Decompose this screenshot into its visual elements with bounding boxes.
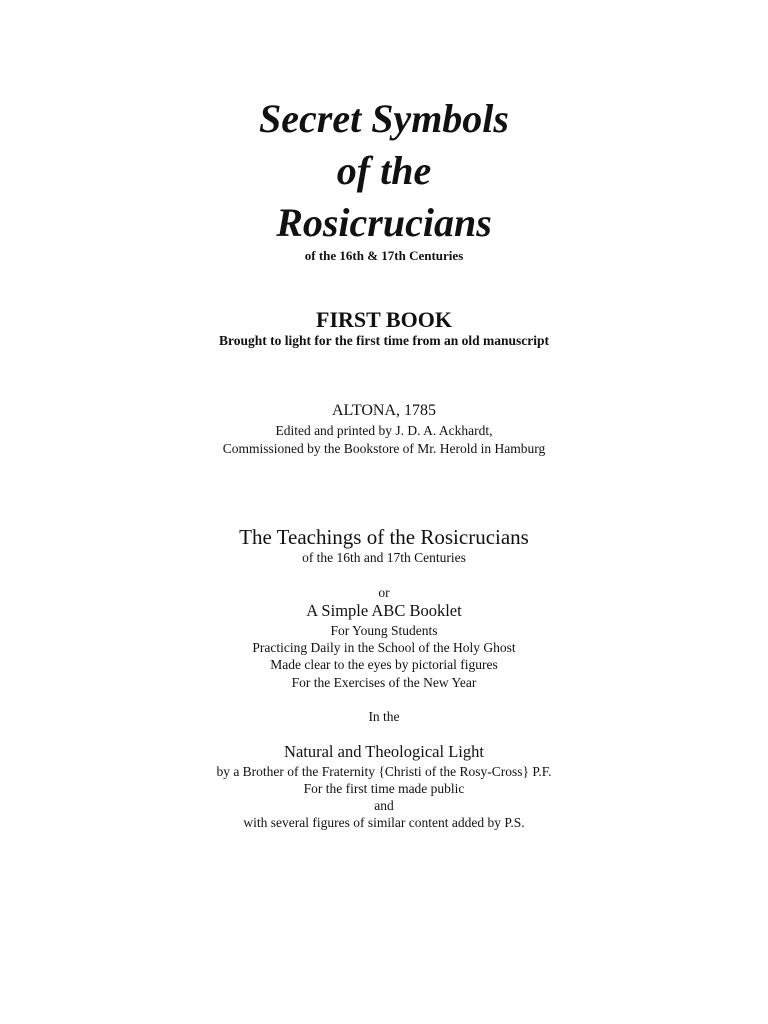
teachings-figures: with several figures of similar content added by P.S. — [243, 815, 525, 830]
title-line-3: Rosicrucians — [276, 200, 492, 245]
teachings-public: For the first time made public — [303, 781, 465, 796]
teachings-line-3: Made clear to the eyes by pictorial figures — [270, 657, 498, 672]
imprint-commission: Commissioned by the Bookstore of Mr. Herold in Hamburg — [222, 441, 546, 456]
imprint-place-year: ALTONA, 1785 — [331, 402, 436, 419]
teachings-centuries: of the 16th and 17th Centuries — [302, 550, 466, 565]
first-book-subheading: Brought to light for the first time from an old manuscript — [219, 333, 549, 348]
teachings-line-4: For the Exercises of the New Year — [291, 675, 477, 690]
imprint-editor: Edited and printed by J. D. A. Ackhardt, — [275, 423, 493, 438]
teachings-line-2: Practicing Daily in the School of the Holy Ghost — [252, 640, 516, 655]
first-book-heading: FIRST BOOK — [316, 307, 452, 332]
title-line-2: of the — [336, 148, 432, 193]
teachings-or: or — [378, 585, 390, 600]
teachings-in-the: In the — [368, 709, 400, 724]
teachings-line-1: For Young Students — [330, 623, 438, 638]
teachings-light: Natural and Theological Light — [284, 742, 484, 761]
teachings-and: and — [374, 798, 394, 813]
teachings-heading: The Teachings of the Rosicrucians — [239, 525, 529, 549]
title-line-1: Secret Symbols — [259, 96, 509, 141]
teachings-by: by a Brother of the Fraternity {Christi of the Rosy-Cross} P.F. — [216, 764, 552, 779]
title-subtitle: of the 16th & 17th Centuries — [304, 248, 464, 263]
teachings-booklet: A Simple ABC Booklet — [306, 601, 462, 620]
